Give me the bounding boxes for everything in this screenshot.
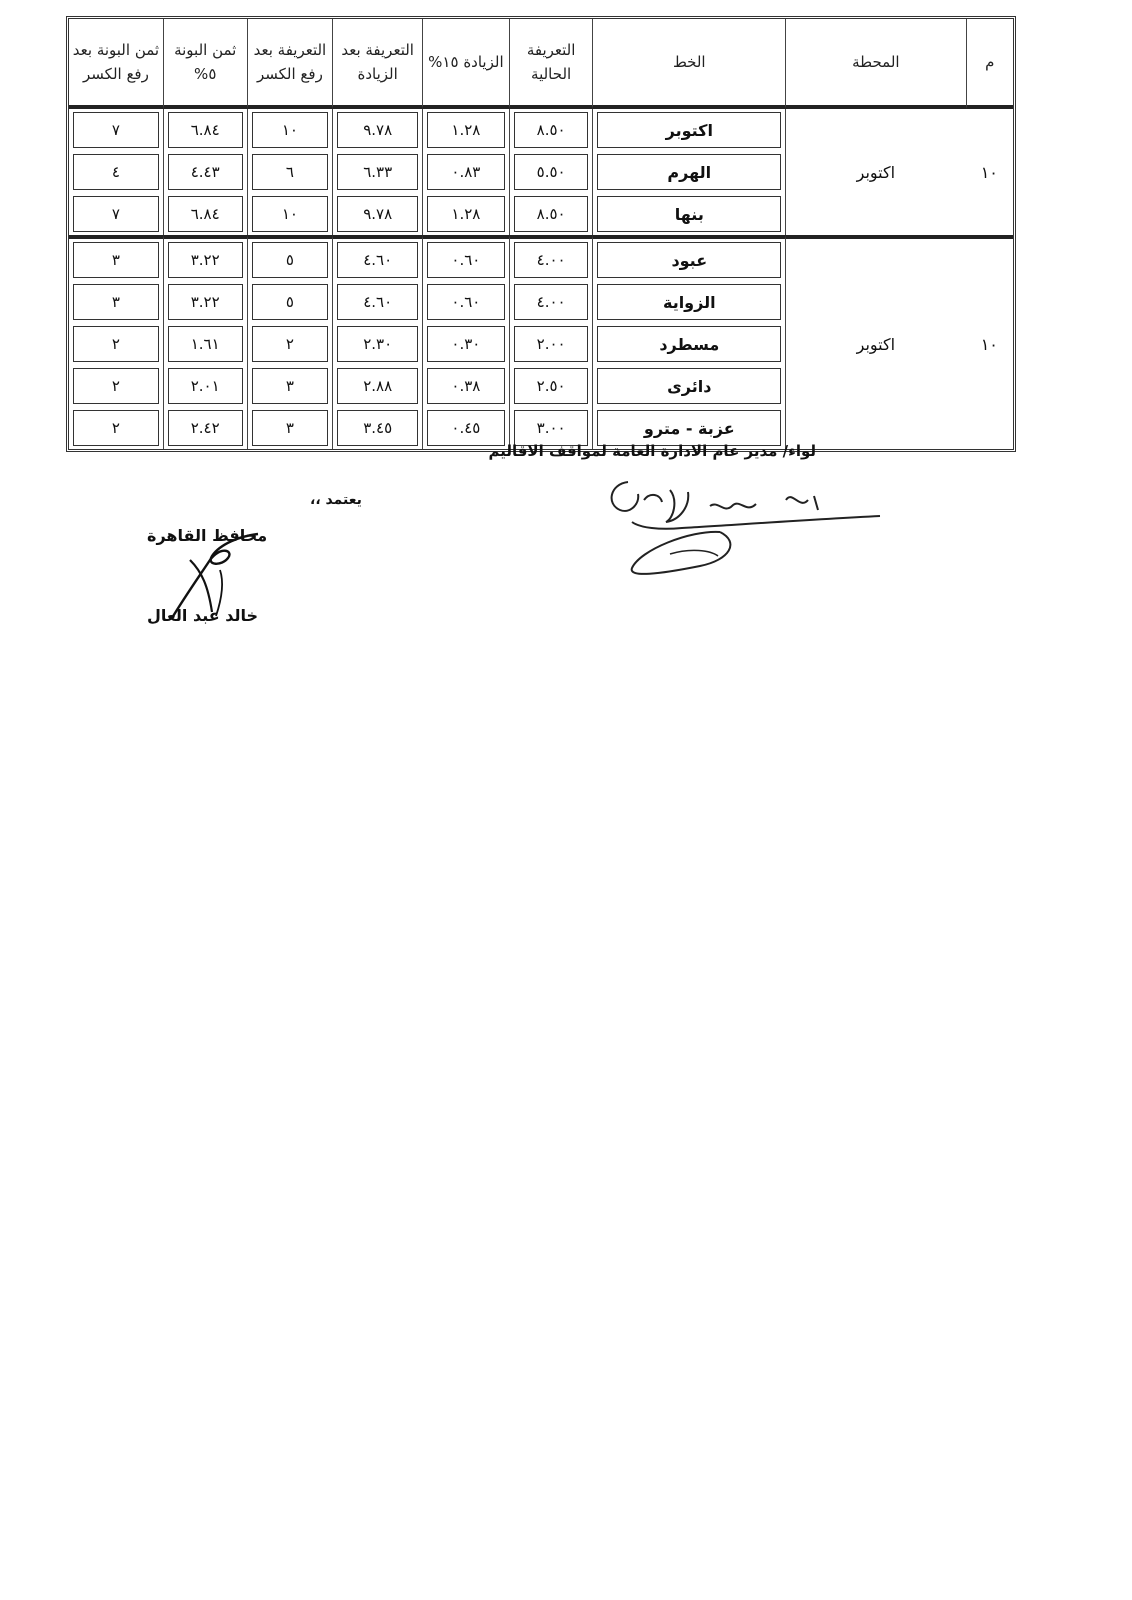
- coupon-cell: ٣.٢٢: [168, 242, 243, 278]
- after-increase-cell: ٩.٧٨: [337, 112, 418, 148]
- after-increase-cell: ٦.٣٣: [337, 154, 418, 190]
- current-cell: ٨.٥٠: [514, 112, 589, 148]
- coupon-rounded-cell: ٣: [73, 284, 159, 320]
- increase-cell: ٠.٨٣: [427, 154, 505, 190]
- group-number: ١٠: [980, 162, 998, 182]
- coupon-rounded-cell: ٢: [73, 368, 159, 404]
- fare-table: [66, 16, 1016, 452]
- coupon-cell: ٦.٨٤: [168, 196, 243, 232]
- after-increase-cell: ٤.٦٠: [337, 284, 418, 320]
- governor-name: خالد عبد العال: [147, 606, 259, 625]
- after-rounding-cell: ٣: [252, 410, 329, 446]
- header-increase: الزيادة ١٥%: [422, 19, 509, 109]
- current-cell: ٢.٥٠: [514, 368, 589, 404]
- after-rounding-cell: ٥: [252, 284, 329, 320]
- header-fare-after-increase: التعريفة بعد الزيادة: [332, 19, 422, 109]
- coupon-cell: ٦.٨٤: [168, 112, 243, 148]
- increase-cell: ٠.٣٨: [427, 368, 505, 404]
- increase-cell: ٠.٦٠: [427, 284, 505, 320]
- current-cell: ٤.٠٠: [514, 242, 589, 278]
- current-cell: ٥.٥٠: [514, 154, 589, 190]
- line-name-cell: عزبة - مترو: [597, 410, 781, 446]
- increase-cell: ١.٢٨: [427, 112, 505, 148]
- increase-cell: ١.٢٨: [427, 196, 505, 232]
- coupon-rounded-cell: ٧: [73, 196, 159, 232]
- header-m: م: [966, 19, 1013, 109]
- after-increase-cell: ٢.٣٠: [337, 326, 418, 362]
- after-rounding-cell: ٣: [252, 368, 329, 404]
- line-name-cell: عبود: [597, 242, 781, 278]
- approval-label: يعتمد ،،: [310, 492, 362, 508]
- current-cell: ٨.٥٠: [514, 196, 589, 232]
- current-cell: ٢.٠٠: [514, 326, 589, 362]
- header-station: المحطة: [785, 19, 966, 109]
- after-rounding-cell: ١٠: [252, 196, 329, 232]
- coupon-rounded-cell: ٢: [73, 410, 159, 446]
- group-station: اكتوبر: [785, 235, 966, 449]
- line-name-cell: الزواية: [597, 284, 781, 320]
- line-name-cell: اكتوبر: [597, 112, 781, 148]
- governor-title: محافظ القاهرة: [147, 526, 268, 545]
- coupon-cell: ٢.٤٢: [168, 410, 243, 446]
- current-cell: ٣.٠٠: [514, 410, 589, 446]
- coupon-cell: ٣.٢٢: [168, 284, 243, 320]
- line-name-cell: بنها: [597, 196, 781, 232]
- table-body: [69, 109, 1013, 449]
- after-rounding-cell: ٥: [252, 242, 329, 278]
- coupon-cell: ٢.٠١: [168, 368, 243, 404]
- after-increase-cell: ٣.٤٥: [337, 410, 418, 446]
- coupon-cell: ٤.٤٣: [168, 154, 243, 190]
- general-manager-signature: [600, 470, 900, 590]
- after-rounding-cell: ٦: [252, 154, 329, 190]
- increase-cell: ٠.٦٠: [427, 242, 505, 278]
- after-increase-cell: ٢.٨٨: [337, 368, 418, 404]
- increase-cell: ٠.٣٠: [427, 326, 505, 362]
- table-row: [69, 109, 1013, 151]
- header-fare-after-rounding: التعريفة بعد رفع الكسر: [247, 19, 333, 109]
- line-name-cell: دائرى: [597, 368, 781, 404]
- general-manager-title: لواء/ مدير عام الادارة العامة لمواقف الاقاليم: [488, 442, 816, 460]
- coupon-rounded-cell: ٣: [73, 242, 159, 278]
- after-increase-cell: ٩.٧٨: [337, 196, 418, 232]
- header-coupon-after-rounding: ثمن البونة بعد رفع الكسر: [69, 19, 163, 109]
- group-number: ١٠: [966, 235, 1013, 449]
- table-header-row: [69, 19, 1013, 109]
- after-rounding-cell: ١٠: [252, 112, 329, 148]
- coupon-cell: ١.٦١: [168, 326, 243, 362]
- header-current-fare: التعريفة الحالية: [509, 19, 593, 109]
- header-line: الخط: [592, 19, 785, 109]
- line-name-cell: مسطرد: [597, 326, 781, 362]
- coupon-rounded-cell: ٢: [73, 326, 159, 362]
- line-name-cell: الهرم: [597, 154, 781, 190]
- increase-cell: ٠.٤٥: [427, 410, 505, 446]
- current-cell: ٤.٠٠: [514, 284, 589, 320]
- coupon-rounded-cell: ٤: [73, 154, 159, 190]
- header-coupon-5: ثمن البونة ٥%: [163, 19, 247, 109]
- after-increase-cell: ٤.٦٠: [337, 242, 418, 278]
- table-row: [69, 235, 1013, 281]
- group-station: اكتوبر: [785, 109, 966, 235]
- after-rounding-cell: ٢: [252, 326, 329, 362]
- coupon-rounded-cell: ٧: [73, 112, 159, 148]
